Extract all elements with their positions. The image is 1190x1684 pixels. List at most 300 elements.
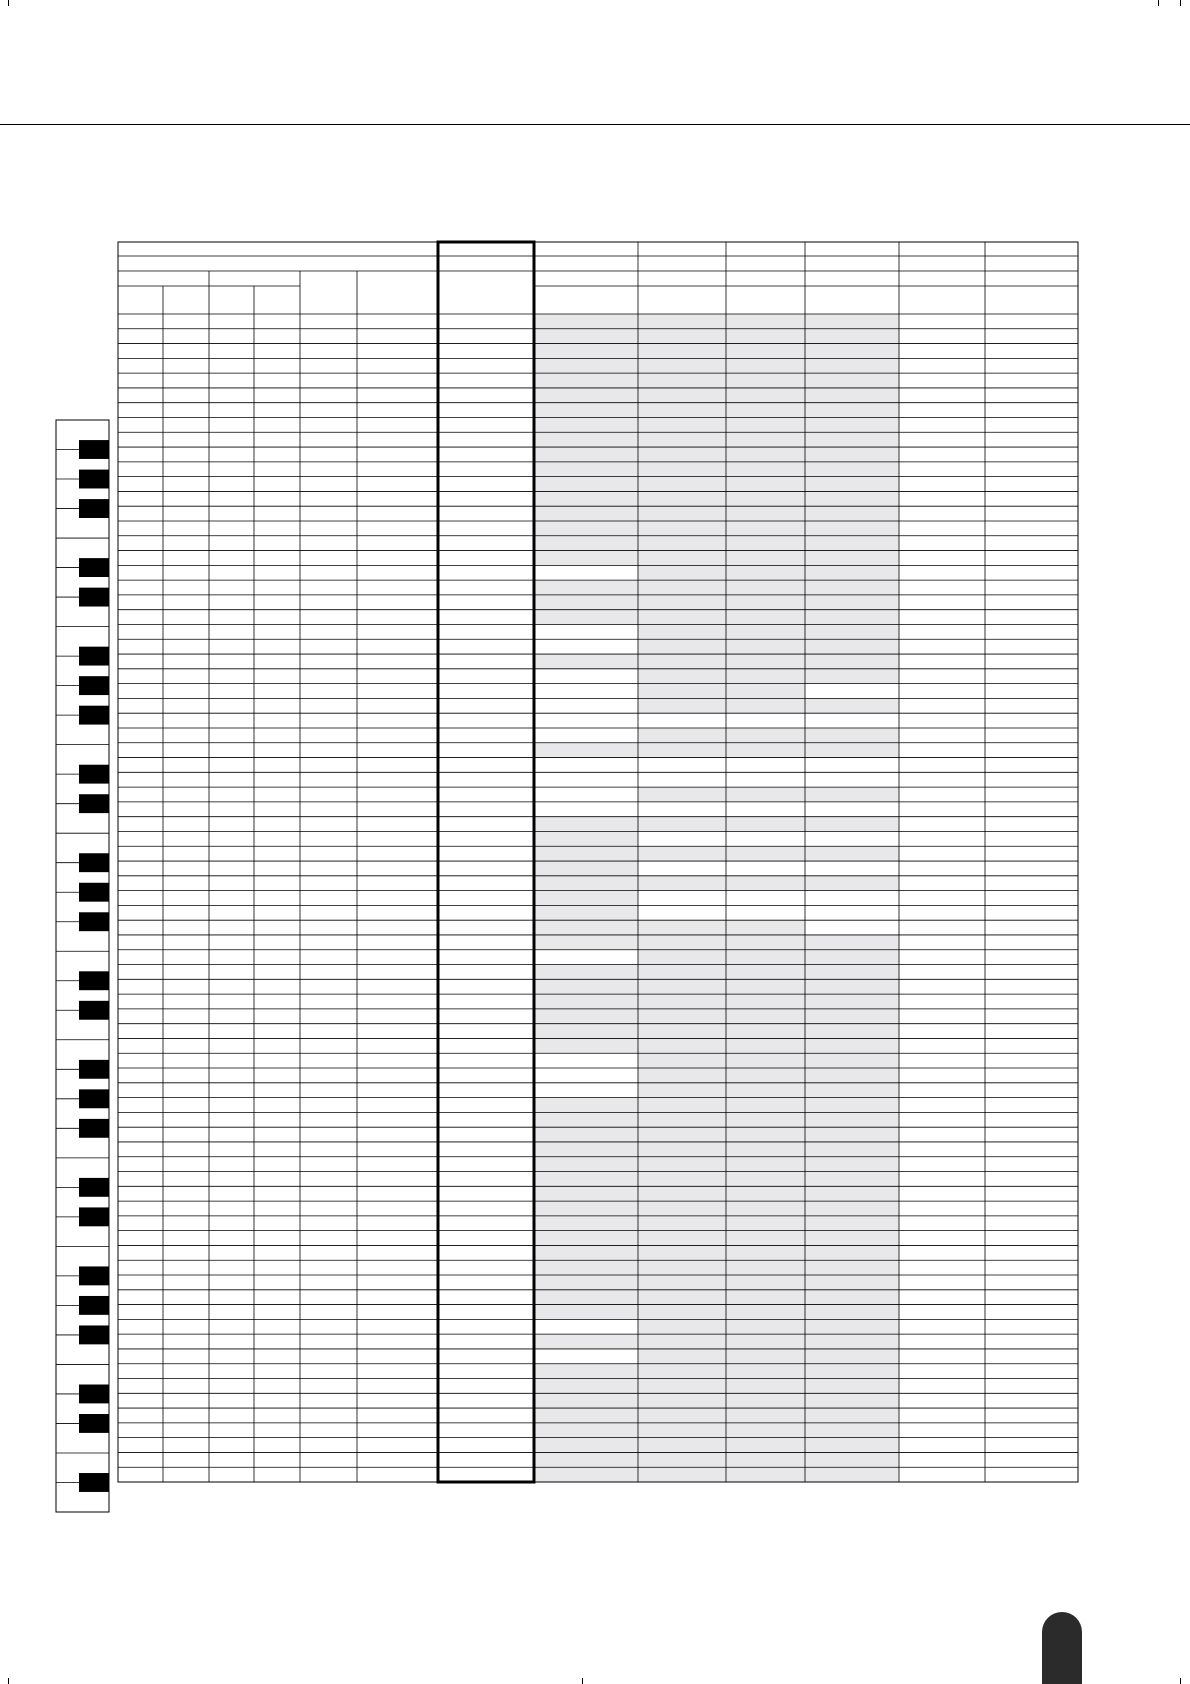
shaded-cell <box>638 358 726 373</box>
shaded-cell <box>534 935 638 950</box>
shaded-cell <box>638 846 726 861</box>
shaded-cell <box>726 1053 805 1068</box>
shaded-cell <box>805 817 899 832</box>
shaded-cell <box>726 787 805 802</box>
shaded-cell <box>726 684 805 699</box>
shaded-cell <box>805 565 899 580</box>
shaded-cell <box>534 388 638 403</box>
shaded-cell <box>638 639 726 654</box>
shaded-cell <box>638 743 726 758</box>
shaded-cell <box>638 388 726 403</box>
shaded-cell <box>534 1423 638 1438</box>
shaded-cell <box>638 1024 726 1039</box>
shaded-cell <box>726 1157 805 1172</box>
shaded-cell <box>726 1024 805 1039</box>
shaded-cell <box>638 1053 726 1068</box>
shaded-cell <box>638 1260 726 1275</box>
shaded-cell <box>805 846 899 861</box>
shaded-cell <box>805 1112 899 1127</box>
shaded-cell <box>726 817 805 832</box>
shaded-cell <box>638 965 726 980</box>
shaded-cell <box>726 432 805 447</box>
shaded-cell <box>805 403 899 418</box>
shaded-cell <box>534 536 638 551</box>
shaded-cell <box>726 1438 805 1453</box>
black-key <box>79 1266 109 1285</box>
shaded-cell <box>805 1408 899 1423</box>
shaded-cell <box>534 876 638 891</box>
shaded-cell <box>805 329 899 344</box>
shaded-cell <box>638 565 726 580</box>
shaded-cell <box>534 1024 638 1039</box>
shaded-cell <box>805 1127 899 1142</box>
shaded-cell <box>638 1216 726 1231</box>
shaded-cell <box>726 743 805 758</box>
shaded-cell <box>726 935 805 950</box>
shaded-cell <box>805 1260 899 1275</box>
shaded-cell <box>638 1127 726 1142</box>
black-key <box>79 1473 109 1492</box>
shaded-cell <box>805 1290 899 1305</box>
shaded-cell <box>638 329 726 344</box>
shaded-cell <box>726 1068 805 1083</box>
shaded-cell <box>805 551 899 566</box>
shaded-cell <box>726 1172 805 1187</box>
black-key <box>79 971 109 990</box>
shaded-cell <box>805 1186 899 1201</box>
shaded-cell <box>805 654 899 669</box>
shaded-cell <box>726 1290 805 1305</box>
black-key <box>79 1089 109 1108</box>
shaded-cell <box>534 1334 638 1349</box>
shaded-cell <box>638 698 726 713</box>
black-key <box>79 676 109 695</box>
shaded-cell <box>638 1379 726 1394</box>
black-key <box>79 765 109 784</box>
shaded-cell <box>638 728 726 743</box>
shaded-cell <box>534 610 638 625</box>
shaded-cell <box>534 965 638 980</box>
shaded-cell <box>638 1290 726 1305</box>
shaded-cell <box>726 580 805 595</box>
shaded-cell <box>726 403 805 418</box>
shaded-cell <box>805 314 899 329</box>
shaded-cell <box>805 624 899 639</box>
shaded-cell <box>534 743 638 758</box>
shaded-cell <box>638 1305 726 1320</box>
shaded-cell <box>805 477 899 492</box>
shaded-cell <box>726 728 805 743</box>
shaded-cell <box>534 329 638 344</box>
shaded-cell <box>534 1186 638 1201</box>
shaded-cell <box>638 1319 726 1334</box>
shaded-cell <box>805 1423 899 1438</box>
shaded-cell <box>534 358 638 373</box>
shaded-cell <box>805 432 899 447</box>
shaded-cell <box>534 491 638 506</box>
shaded-cell <box>638 1364 726 1379</box>
shaded-cell <box>805 1452 899 1467</box>
shaded-cell <box>638 684 726 699</box>
shaded-cell <box>534 831 638 846</box>
shaded-cell <box>534 1142 638 1157</box>
black-key <box>79 1119 109 1138</box>
shaded-cell <box>534 432 638 447</box>
shaded-cell <box>726 876 805 891</box>
shaded-cell <box>534 1127 638 1142</box>
shaded-cell <box>638 1112 726 1127</box>
black-key <box>79 912 109 931</box>
black-key <box>79 470 109 489</box>
shaded-cell <box>638 1157 726 1172</box>
shaded-cell <box>726 595 805 610</box>
shaded-cell <box>805 1038 899 1053</box>
shaded-cell <box>805 595 899 610</box>
shaded-cell <box>638 536 726 551</box>
shaded-cell <box>726 1408 805 1423</box>
shaded-cell <box>638 979 726 994</box>
shaded-cell <box>726 965 805 980</box>
shaded-cell <box>726 1452 805 1467</box>
shaded-cell <box>805 462 899 477</box>
shaded-cell <box>805 1379 899 1394</box>
shaded-cell <box>805 669 899 684</box>
shaded-cell <box>638 787 726 802</box>
shaded-cell <box>534 1172 638 1187</box>
shaded-cell <box>638 1038 726 1053</box>
shaded-cell <box>805 639 899 654</box>
shaded-cell <box>805 1098 899 1113</box>
shaded-cell <box>726 1349 805 1364</box>
shaded-cell <box>726 846 805 861</box>
shaded-cell <box>638 1098 726 1113</box>
shaded-cell <box>726 1305 805 1320</box>
shaded-cell <box>638 1009 726 1024</box>
shaded-cell <box>534 1112 638 1127</box>
shaded-cell <box>805 1157 899 1172</box>
black-key <box>79 794 109 813</box>
black-key <box>79 853 109 872</box>
shaded-cell <box>726 1083 805 1098</box>
shaded-cell <box>638 491 726 506</box>
shaded-cell <box>726 536 805 551</box>
shaded-cell <box>805 580 899 595</box>
shaded-cell <box>805 358 899 373</box>
shaded-cell <box>726 329 805 344</box>
shaded-cell <box>638 669 726 684</box>
black-key <box>79 1414 109 1433</box>
shaded-cell <box>534 846 638 861</box>
shaded-cell <box>805 1216 899 1231</box>
shaded-cell <box>726 1127 805 1142</box>
shaded-cell <box>726 920 805 935</box>
shaded-cell <box>534 417 638 432</box>
shaded-cell <box>805 373 899 388</box>
shaded-cell <box>805 1231 899 1246</box>
shaded-cell <box>638 521 726 536</box>
shaded-cell <box>805 521 899 536</box>
page-number-tab <box>1042 1612 1082 1684</box>
shaded-cell <box>534 1364 638 1379</box>
shaded-cell <box>726 565 805 580</box>
shaded-cell <box>638 1349 726 1364</box>
shaded-cell <box>726 1364 805 1379</box>
shaded-cell <box>805 1305 899 1320</box>
black-key <box>79 1060 109 1079</box>
shaded-cell <box>726 1009 805 1024</box>
shaded-cell <box>638 462 726 477</box>
shaded-cell <box>534 1379 638 1394</box>
shaded-cell <box>638 1231 726 1246</box>
shaded-cell <box>805 698 899 713</box>
shaded-cell <box>805 610 899 625</box>
shaded-cell <box>726 1379 805 1394</box>
shaded-cell <box>726 1275 805 1290</box>
shaded-cell <box>805 1083 899 1098</box>
shaded-cell <box>726 1319 805 1334</box>
shaded-cell <box>638 1201 726 1216</box>
shaded-cell <box>534 1260 638 1275</box>
shaded-cell <box>534 477 638 492</box>
shaded-cell <box>534 1467 638 1482</box>
shaded-cell <box>726 1112 805 1127</box>
shaded-cell <box>726 1334 805 1349</box>
shaded-cell <box>534 1305 638 1320</box>
shaded-cell <box>805 1245 899 1260</box>
shaded-cell <box>726 1245 805 1260</box>
black-key <box>79 499 109 518</box>
shaded-cell <box>726 669 805 684</box>
shaded-cell <box>638 1245 726 1260</box>
shaded-cell <box>638 1186 726 1201</box>
shaded-cell <box>638 1275 726 1290</box>
shaded-cell <box>638 1083 726 1098</box>
keyboard-frame <box>56 420 109 1512</box>
shaded-cell <box>534 1408 638 1423</box>
shaded-cell <box>638 344 726 359</box>
shaded-cell <box>534 1438 638 1453</box>
black-key <box>79 1178 109 1197</box>
shaded-cell <box>638 373 726 388</box>
shaded-cell <box>534 1038 638 1053</box>
shaded-cell <box>726 506 805 521</box>
shaded-cell <box>726 1186 805 1201</box>
black-key <box>79 1296 109 1315</box>
shaded-cell <box>638 817 726 832</box>
shaded-cell <box>805 1201 899 1216</box>
shaded-cell <box>638 1452 726 1467</box>
shaded-cell <box>726 491 805 506</box>
shaded-cell <box>726 979 805 994</box>
shaded-cell <box>534 817 638 832</box>
shaded-cell <box>534 1231 638 1246</box>
shaded-cell <box>638 1393 726 1408</box>
shaded-cell <box>805 506 899 521</box>
shaded-cell <box>638 1142 726 1157</box>
shaded-cell <box>805 1275 899 1290</box>
shaded-cell <box>726 462 805 477</box>
shaded-cell <box>726 373 805 388</box>
shaded-cell <box>805 1393 899 1408</box>
shaded-cell <box>638 950 726 965</box>
shaded-cell <box>638 314 726 329</box>
shaded-cell <box>726 950 805 965</box>
shaded-cell <box>534 521 638 536</box>
shaded-cell <box>534 920 638 935</box>
black-key <box>79 883 109 902</box>
shaded-cell <box>805 1068 899 1083</box>
shaded-cell <box>805 1009 899 1024</box>
shaded-cell <box>638 1408 726 1423</box>
black-key <box>79 558 109 577</box>
shaded-cell <box>805 743 899 758</box>
shaded-cell <box>726 388 805 403</box>
shaded-cell <box>638 935 726 950</box>
shaded-cell <box>534 1393 638 1408</box>
shaded-cell <box>638 417 726 432</box>
shaded-cell <box>638 403 726 418</box>
shaded-cell <box>726 1260 805 1275</box>
shaded-cell <box>805 344 899 359</box>
shaded-cell <box>805 1319 899 1334</box>
shaded-cell <box>638 610 726 625</box>
shaded-cell <box>638 506 726 521</box>
shaded-cell <box>638 1172 726 1187</box>
shaded-cell <box>805 417 899 432</box>
shaded-cell <box>805 1142 899 1157</box>
shaded-cell <box>534 1216 638 1231</box>
shaded-cell <box>534 403 638 418</box>
shaded-cell <box>638 551 726 566</box>
shaded-cell <box>726 1423 805 1438</box>
shaded-cell <box>726 344 805 359</box>
shaded-cell <box>805 491 899 506</box>
shaded-cell <box>534 1098 638 1113</box>
shaded-cell <box>534 1201 638 1216</box>
shaded-cell <box>638 432 726 447</box>
shaded-cell <box>805 388 899 403</box>
shaded-cell <box>638 595 726 610</box>
shaded-cell <box>726 1216 805 1231</box>
shaded-cell <box>805 1172 899 1187</box>
shaded-cell <box>638 1467 726 1482</box>
shaded-cell <box>805 1334 899 1349</box>
black-key <box>79 647 109 666</box>
shaded-cell <box>726 551 805 566</box>
shaded-cell <box>534 551 638 566</box>
shaded-cell <box>805 1438 899 1453</box>
shaded-cell <box>534 344 638 359</box>
shaded-cell <box>638 876 726 891</box>
shaded-cell <box>726 477 805 492</box>
shaded-cell <box>534 1009 638 1024</box>
shaded-cell <box>726 1393 805 1408</box>
shaded-cell <box>638 654 726 669</box>
shaded-cell <box>638 1438 726 1453</box>
shaded-cell <box>726 1098 805 1113</box>
shaded-cell <box>805 1349 899 1364</box>
highlighted-column <box>438 242 534 1482</box>
shaded-cell <box>726 314 805 329</box>
shaded-cell <box>534 373 638 388</box>
shaded-cell <box>534 1275 638 1290</box>
shaded-cell <box>805 447 899 462</box>
shaded-cell <box>638 1068 726 1083</box>
shaded-cell <box>805 876 899 891</box>
shaded-cell <box>534 905 638 920</box>
shaded-cell <box>534 979 638 994</box>
shaded-cell <box>726 1467 805 1482</box>
shaded-cell <box>534 654 638 669</box>
shaded-cell <box>534 462 638 477</box>
shaded-cell <box>805 1467 899 1482</box>
black-key <box>79 1001 109 1020</box>
shaded-cell <box>805 1364 899 1379</box>
shaded-cell <box>726 698 805 713</box>
shaded-cell <box>805 979 899 994</box>
shaded-cell <box>805 1024 899 1039</box>
black-key <box>79 588 109 607</box>
shaded-cell <box>726 1142 805 1157</box>
shaded-cell <box>534 1157 638 1172</box>
shaded-cell <box>638 624 726 639</box>
shaded-cell <box>534 994 638 1009</box>
shaded-cell <box>805 965 899 980</box>
shaded-cell <box>726 639 805 654</box>
shaded-cell <box>534 506 638 521</box>
shaded-cell <box>726 654 805 669</box>
shaded-cell <box>534 1452 638 1467</box>
black-key <box>79 1325 109 1344</box>
shaded-cell <box>534 1245 638 1260</box>
shaded-cell <box>534 580 638 595</box>
shaded-cell <box>805 536 899 551</box>
shaded-cell <box>638 920 726 935</box>
shaded-cell <box>726 358 805 373</box>
shaded-cell <box>638 1334 726 1349</box>
black-key <box>79 1385 109 1404</box>
shaded-cell <box>534 861 638 876</box>
black-key <box>79 1207 109 1226</box>
shaded-cell <box>726 447 805 462</box>
shaded-cell <box>534 595 638 610</box>
shaded-cell <box>726 1201 805 1216</box>
shaded-cell <box>805 787 899 802</box>
shaded-cell <box>726 521 805 536</box>
shaded-cell <box>638 1423 726 1438</box>
shaded-cell <box>534 1290 638 1305</box>
shaded-cell <box>726 1231 805 1246</box>
shaded-cell <box>726 610 805 625</box>
shaded-cell <box>726 1038 805 1053</box>
shaded-cell <box>726 417 805 432</box>
shaded-cell <box>805 950 899 965</box>
shaded-cell <box>805 935 899 950</box>
black-key <box>79 706 109 725</box>
shaded-cell <box>534 891 638 906</box>
shaded-cell <box>726 994 805 1009</box>
shaded-cell <box>726 624 805 639</box>
shaded-cell <box>638 447 726 462</box>
shaded-cell <box>638 477 726 492</box>
shaded-cell <box>638 580 726 595</box>
shaded-cell <box>805 1053 899 1068</box>
shaded-cell <box>805 994 899 1009</box>
shaded-cell <box>805 728 899 743</box>
shaded-cell <box>534 314 638 329</box>
shaded-cell <box>638 994 726 1009</box>
shaded-cell <box>534 447 638 462</box>
